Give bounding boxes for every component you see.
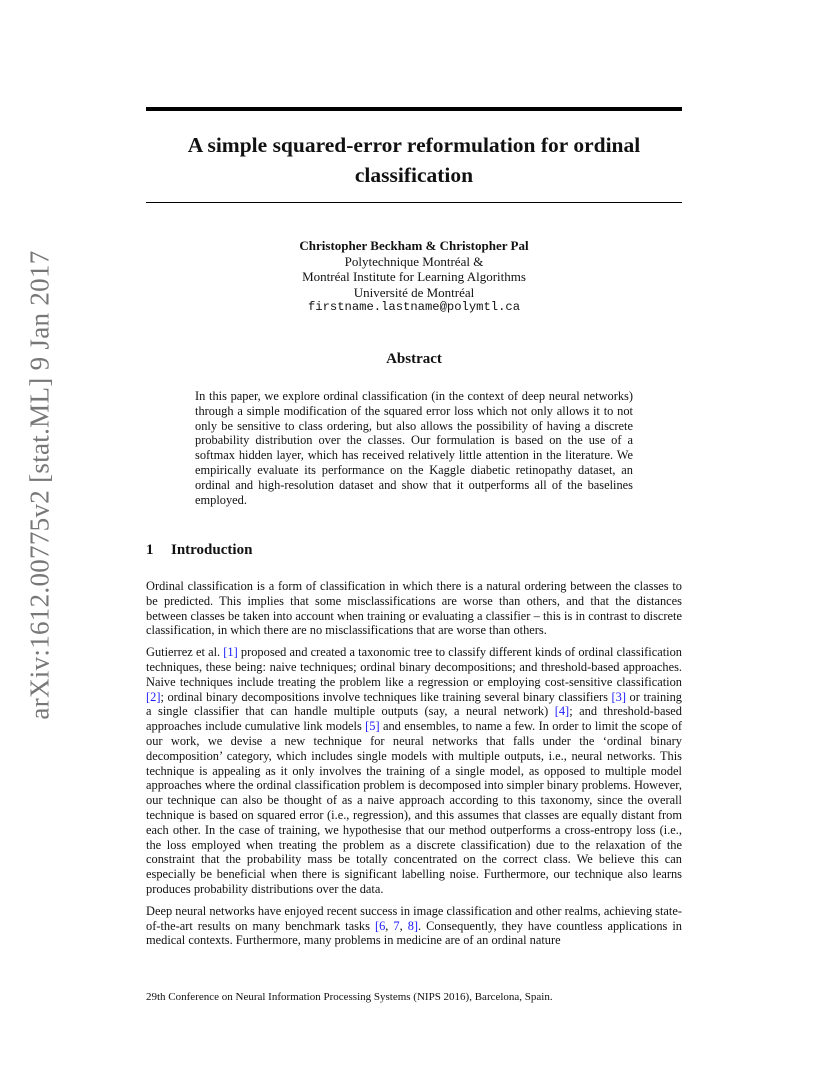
citation-link-1[interactable]: [1] [223, 645, 238, 660]
intro-paragraph-1: Ordinal classification is a form of classification in which there is a natural ordering between the classes to be predicted. This implies that some misclassifications are worse than others, and that the distances between classes be taken into account when training or evaluating a classifier – this is in contrast to discrete classification, in which there are no misclassifications that are worse than others. [146, 579, 682, 638]
text-run: proposed and created a taxonomic tree to classify different kinds of ordinal classification techniques, these being: naive techniques; ordinal binary decompositions; and threshold-based approaches. Naive techniques include treating the problem like a regression or employing cost-sensitive classification [146, 645, 682, 689]
intro-paragraph-2 [146, 645, 682, 897]
abstract-text: In this paper, we explore ordinal classification (in the context of deep neural networks) through a simple modification of the squared error loss which not only allows it to not only be sensitive to class ordering, but also allows the possibility of having a discrete probability distribution over the classes. Our formulation is based on the use of a softmax hidden layer, which has received relatively little attention in the literature. We empirically evaluate its performance on the Kaggle diabetic retinopathy dataset, an ordinal and high-resolution dataset and show that it outperforms all of the baselines employed. [195, 389, 633, 507]
citation-link-2[interactable]: [2] [146, 689, 161, 704]
citation-link-5[interactable]: [5] [365, 719, 380, 734]
affiliation-line-1: Polytechnique Montréal & [344, 253, 484, 269]
text-run: ; and threshold-based approaches include cumulative link models [146, 704, 683, 734]
title-bottom-rule [146, 202, 682, 203]
title-top-rule [146, 107, 682, 111]
text-run: , [399, 918, 408, 933]
text-run: or training a single classifier that can handle multiple outputs (say, a neural network) [146, 689, 682, 719]
text-run: Gutierrez et al. [146, 645, 224, 660]
section-title: Introduction [171, 542, 253, 558]
text-run: Deep neural networks have enjoyed recent success in image classification and other realms, achieving state-of-the-art results on many benchmark tasks [146, 903, 682, 933]
citation-link-7[interactable]: 7 [393, 918, 400, 933]
affiliation-line-3: Université de Montréal [353, 284, 475, 300]
citation-link-3[interactable]: [3] [611, 689, 626, 704]
conference-footnote: 29th Conference on Neural Information Processing Systems (NIPS 2016), Barcelona, Spain. [146, 991, 553, 1003]
abstract-heading: Abstract [386, 351, 442, 367]
author-names: Christopher Beckham & Christopher Pal [299, 238, 529, 253]
introduction-body [146, 579, 682, 955]
citation-link-8[interactable]: 8] [407, 918, 419, 933]
section-heading-introduction [146, 542, 252, 559]
text-run: , [385, 918, 394, 933]
text-run: . Consequently, they have countless applications in medical contexts. Furthermore, many problems in medicine are of an ordinal nature [146, 918, 682, 948]
paper-title [146, 130, 682, 190]
citation-link-6[interactable]: [6 [374, 918, 386, 933]
title-line-1: A simple squared-error reformulation for ordinal [187, 133, 641, 157]
author-email: firstname.lastname@polymtl.ca [307, 300, 521, 315]
arxiv-sidebar-stamp: arXiv:1612.00775v2 [stat.ML] 9 Jan 2017 [24, 250, 55, 720]
citation-link-4[interactable]: [4] [554, 704, 570, 719]
text-run: ; ordinal binary decompositions involve techniques like training several binary classifiers [160, 689, 612, 704]
text-run: and ensembles, to name a few. In order to limit the scope of our work, we devise a new technique for neural networks that falls under the ‘ordinal binary decomposition’ category, which includes single models with multiple outputs, i.e., neural networks. This technique is appealing as it only involves the training of a single model, as opposed to multiple model approaches where the ordinal classification problem is decomposed into simpler binary problems. However, our technique can also be thought of as a naive approach according to this taxonomy, since the overall technique is based on squared error (i.e., regression), and this assumes that classes are equally distant from each other. In the case of training, we hypothesise that our method outperforms a cross-entropy loss (i.e., the loss employed when treating the problem as a discrete classification) due to the relaxation of the constraint that the probability mass be totally concentrated on the correct class. We believe this can especially be beneficial when there is significant labelling noise. Furthermore, our technique also learns produces probability distributions over the data. [146, 719, 682, 896]
section-number: 1 [146, 542, 154, 558]
title-line-2: classification [354, 163, 474, 187]
author-block [146, 238, 682, 316]
affiliation-line-2: Montréal Institute for Learning Algorithms [302, 269, 526, 285]
intro-paragraph-3 [146, 904, 682, 948]
